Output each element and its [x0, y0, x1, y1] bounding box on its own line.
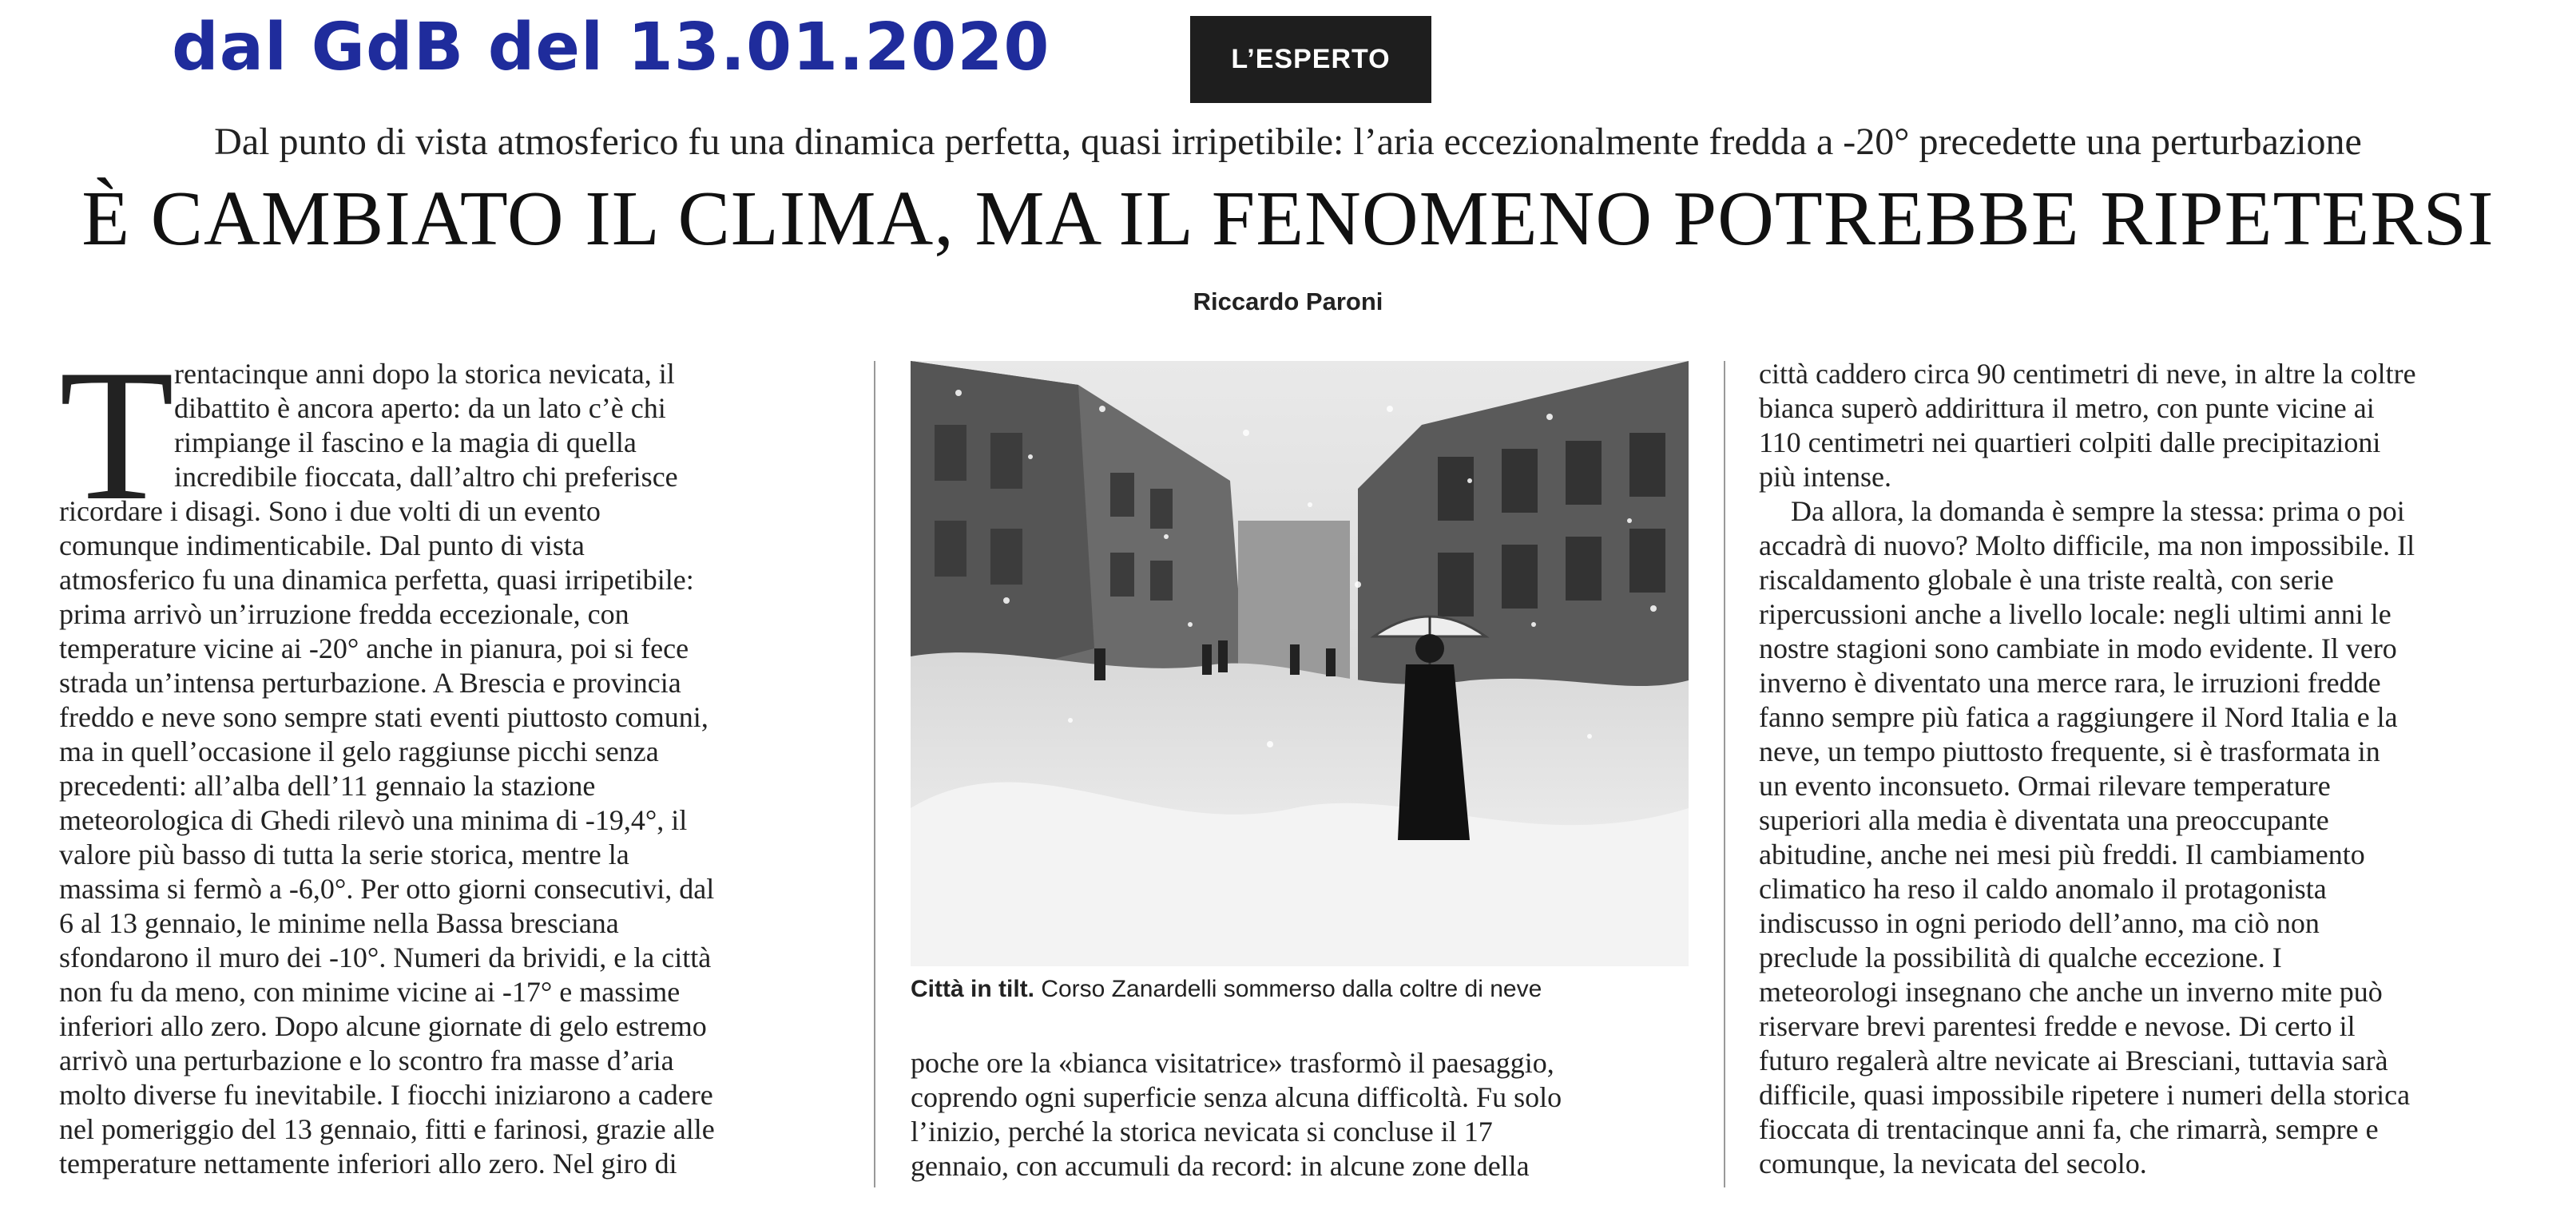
column-divider-left	[874, 361, 875, 1187]
text-line: poche ore la «bianca visitatrice» trasformò il paesaggio,	[911, 1047, 1554, 1079]
text-line: arrivò una perturbazione e lo scontro fra masse d’aria	[59, 1045, 674, 1076]
text-line: atmosferico fu una dinamica perfetta, quasi irripetibile:	[59, 564, 694, 596]
text-line: strada un’intensa perturbazione. A Brescia e provincia	[59, 667, 681, 699]
article-headline: È CAMBIATO IL CLIMA, MA IL FENOMENO POTREBBE RIPETERSI	[81, 176, 2495, 262]
text-line: valore più basso di tutta la serie storica, mentre la	[59, 838, 629, 870]
text-line: ma in quell’occasione il gelo raggiunse picchi senza	[59, 735, 659, 767]
drop-cap: T	[59, 331, 175, 540]
text-line: freddo e neve sono sempre stati eventi piuttosto comuni,	[59, 701, 708, 733]
article-column-2	[911, 1046, 1701, 1183]
text-line: superiori alla media è diventata una preoccupante	[1759, 804, 2329, 836]
text-line: massima si fermò a -6,0°. Per otto giorni consecutivi, dal	[59, 873, 715, 905]
text-line: Da allora, la domanda è sempre la stessa: prima o poi	[1791, 495, 2405, 527]
text-line: accadrà di nuovo? Molto difficile, ma non impossibile. Il	[1759, 529, 2415, 561]
text-line: 6 al 13 gennaio, le minime nella Bassa bresciana	[59, 907, 619, 939]
text-line: l’inizio, perché la storica nevicata si concluse il 17	[911, 1116, 1493, 1148]
article-column-1	[59, 357, 850, 1181]
text-line: temperature vicine ai -20° anche in pianura, poi si fece	[59, 632, 689, 664]
text-line: meteorologica di Ghedi rilevò una minima di -19,4°, il	[59, 804, 688, 836]
text-line: molto diverse fu inevitabile. I fiocchi iniziarono a cadere	[59, 1079, 713, 1111]
text-line: abitudine, anche nei mesi più freddi. Il cambiamento	[1759, 838, 2365, 870]
text-line: climatico ha reso il caldo anomalo il protagonista	[1759, 873, 2327, 905]
text-line: 110 centimetri nei quartieri colpiti dalle precipitazioni	[1759, 426, 2381, 458]
text-line: prima arrivò un’irruzione fredda eccezionale, con	[59, 598, 629, 630]
text-line: precedenti: all’alba dell’11 gennaio la stazione	[59, 770, 596, 802]
text-line: fioccata di trentacinque anni fa, che rimarrà, sempre e	[1759, 1113, 2379, 1145]
text-line: ricordare i disagi. Sono i due volti di un evento	[59, 495, 601, 527]
article-photo	[911, 361, 1689, 966]
text-line: futuro regalerà altre nevicate ai Bresciani, tuttavia sarà	[1759, 1045, 2388, 1076]
text-line: un evento inconsueto. Ormai rilevare temperature	[1759, 770, 2331, 802]
text-line: gennaio, con accumuli da record: in alcune zone della	[911, 1150, 1530, 1182]
text-line: più intense.	[1759, 461, 1891, 493]
photo-caption-title: Città in tilt.	[911, 976, 1034, 1002]
photo-caption-text: Corso Zanardelli sommerso dalla coltre di neve	[1034, 976, 1542, 1002]
photo-caption	[911, 976, 1542, 1003]
text-line: indiscusso in ogni periodo dell’anno, ma ciò non	[1759, 907, 2320, 939]
text-line: città caddero circa 90 centimetri di neve, in altre la coltre	[1759, 358, 2416, 390]
article-byline: Riccardo Paroni	[1193, 287, 1383, 315]
text-line: preclude la possibilità di qualche eccezione. I	[1759, 942, 2282, 973]
text-line: inferiori allo zero. Dopo alcune giornate di gelo estremo	[59, 1010, 707, 1042]
text-line: bianca superò addirittura il metro, con punte vicine ai	[1759, 392, 2375, 424]
text-line: temperature nettamente inferiori allo zero. Nel giro di	[59, 1148, 677, 1179]
text-line: nostre stagioni sono cambiate in modo evidente. Il vero	[1759, 632, 2397, 664]
text-line: riscaldamento globale è una triste realtà, con serie	[1759, 564, 2334, 596]
text-line: neve, un tempo piuttosto frequente, si è trasformata in	[1759, 735, 2380, 767]
text-line: comunque indimenticabile. Dal punto di vista	[59, 529, 585, 561]
text-line: non fu da meno, con minime vicine ai -17° e massime	[59, 976, 681, 1008]
text-line: riservare brevi parentesi fredde e nevose. Di certo il	[1759, 1010, 2356, 1042]
text-line: meteorologi insegnano che anche un inverno mite può	[1759, 976, 2383, 1008]
article-column-3	[1759, 357, 2558, 1181]
text-line: coprendo ogni superficie senza alcuna difficoltà. Fu solo	[911, 1081, 1562, 1113]
text-line: rentacinque anni dopo la storica nevicata, il	[174, 358, 675, 390]
text-line: rimpiange il fascino e la magia di quella	[174, 426, 637, 458]
column-divider-right	[1724, 361, 1725, 1187]
text-line: difficile, quasi impossibile ripetere i numeri della storica	[1759, 1079, 2411, 1111]
text-line: ripercussioni anche a livello locale: negli ultimi anni le	[1759, 598, 2391, 630]
text-line: sfondarono il muro dei -10°. Numeri da brividi, e la città	[59, 942, 712, 973]
article-kicker: Dal punto di vista atmosferico fu una dinamica perfetta, quasi irripetibile: l’aria eccezionalmente fredda a -20° precedette una perturbazione	[214, 121, 2362, 163]
text-line: fanno sempre più fatica a raggiungere il Nord Italia e la	[1759, 701, 2398, 733]
source-label: dal GdB del 13.01.2020	[172, 10, 1050, 85]
text-line: nel pomeriggio del 13 gennaio, fitti e farinosi, grazie alle	[59, 1113, 715, 1145]
section-tag: L’ESPERTO	[1190, 16, 1431, 103]
text-line: comunque, la nevicata del secolo.	[1759, 1148, 2147, 1179]
text-line: inverno è diventato una merce rara, le irruzioni fredde	[1759, 667, 2381, 699]
text-line: dibattito è ancora aperto: da un lato c’è chi	[174, 392, 666, 424]
text-line: incredibile fioccata, dall’altro chi preferisce	[174, 461, 678, 493]
